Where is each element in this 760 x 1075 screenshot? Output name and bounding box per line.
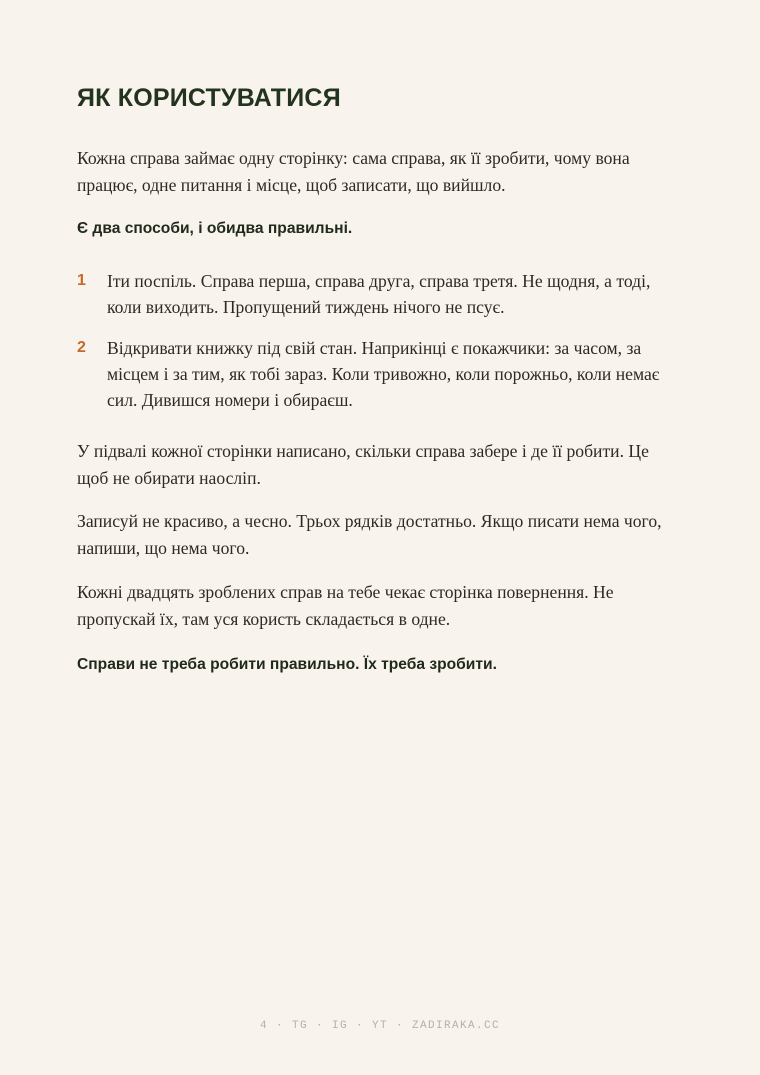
- page-content: [77, 0, 683, 1075]
- step-number: 1: [77, 272, 86, 289]
- page-title: ЯК КОРИСТУВАТИСЯ: [77, 84, 341, 112]
- closing-statement: Справи не треба робити правильно. Їх треба зробити.: [77, 656, 497, 673]
- two-ways-note: Є два способи, і обидва правильні.: [77, 220, 353, 237]
- step-number: 2: [77, 339, 86, 356]
- intro-paragraph: Кожна справа займає одну сторінку: сама справа, як її зробити, чому вона працює, одне питання і місце, щоб записати, що вийшло.: [77, 148, 630, 195]
- paragraph-write-honestly: Записуй не красиво, а чесно. Трьох рядків достатньо. Якщо писати нема чого, напиши, що нема чого.: [77, 511, 662, 558]
- paragraph-footer-info: У підвалі кожної сторінки написано, скільки справа забере і де її робити. Це щоб не обирати наосліп.: [77, 441, 649, 488]
- page-footer: 4 · TG · IG · YT · ZADIRAKA.CC: [259, 1020, 501, 1032]
- paragraph-return-page: Кожні двадцять зроблених справ на тебе чекає сторінка повернення. Не пропускай їх, там уся користь складається в одне.: [77, 582, 614, 629]
- step-text: Відкривати книжку під свій стан. Наприкінці є покажчики: за часом, за місцем і за тим, як тобі зараз. Коли тривожно, коли порожньо, коли немає сил. Дивишся номери і обираєш.: [107, 338, 660, 410]
- step-text: Іти поспіль. Справа перша, справа друга, справа третя. Не щодня, а тоді, коли виходить. Пропущений тиждень нічого не псує.: [107, 271, 651, 317]
